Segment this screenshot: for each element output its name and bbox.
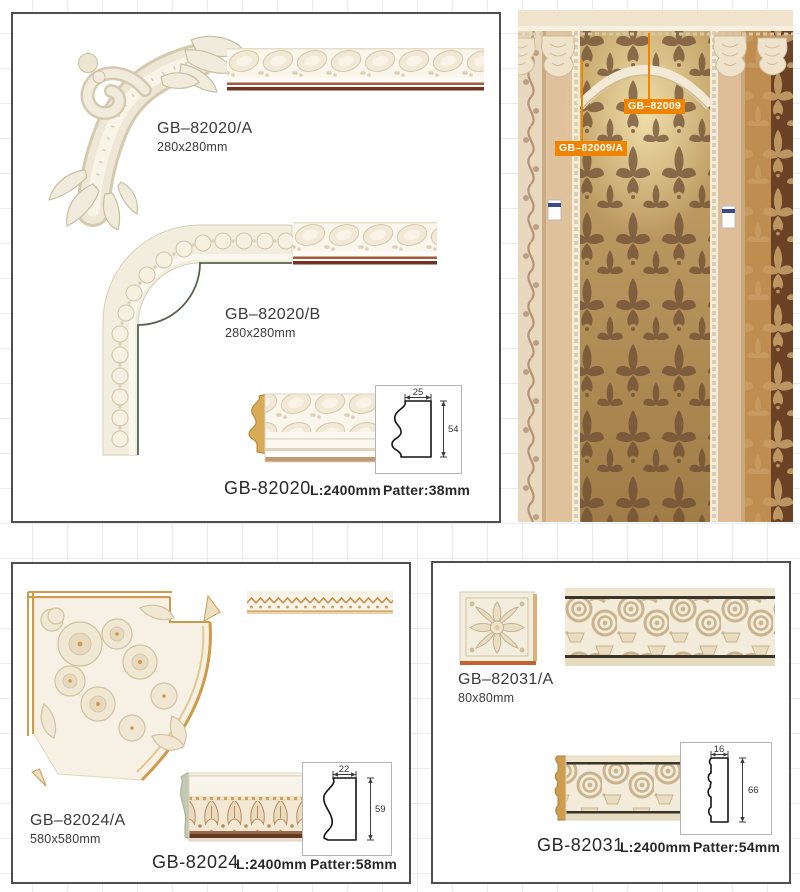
item-size: 80x80mm <box>458 691 515 706</box>
panel-gb82020 <box>11 12 501 523</box>
profile-width-label: 25 <box>412 387 424 398</box>
item-code: GB–82024/A <box>30 812 126 829</box>
panel-gb82031 <box>431 561 791 884</box>
item-size: 280x280mm <box>225 326 296 341</box>
photo-scene <box>518 10 793 522</box>
photo-gb82009 <box>518 10 793 522</box>
profile-width-label: 16 <box>713 744 725 755</box>
profile-diagram-gb82024 <box>302 762 392 856</box>
product-pattern: Patter:38mm <box>383 482 471 498</box>
molding-3d-gb82031 <box>550 750 683 827</box>
molding-3d-gb82020 <box>245 390 378 468</box>
item-code: GB–82020/B <box>225 306 321 323</box>
profile-height-label: 59 <box>375 804 386 815</box>
molding-strip-gb82020-mid <box>293 222 437 266</box>
molding-strip-gb82024-top <box>247 591 393 614</box>
panel-gb82024 <box>11 562 411 884</box>
item-size: 580x580mm <box>30 832 101 847</box>
item-label-gb82020a <box>157 120 253 155</box>
profile-height-label: 54 <box>448 424 459 435</box>
product-code: GB-82031 <box>537 835 624 855</box>
molding-3d-gb82024 <box>177 768 304 844</box>
product-length: L:2400mm <box>310 482 381 498</box>
profile-width-label: 22 <box>338 764 350 775</box>
item-label-gb82020b <box>225 306 321 341</box>
profile-height-label: 66 <box>748 785 759 796</box>
product-code: GB-82020 <box>224 478 311 498</box>
item-label-gb82024a <box>30 812 126 847</box>
callout-line-gb82009 <box>648 33 650 101</box>
tile-ornament-gb82031a <box>458 590 538 667</box>
callout-label-gb82009a: GB–82009/A <box>555 141 627 156</box>
callout-line-gb82009a <box>581 60 583 143</box>
profile-diagram-gb82031 <box>680 742 772 835</box>
product-pattern: Patter:58mm <box>310 856 398 872</box>
item-label-gb82031a <box>458 671 554 706</box>
molding-strip-gb82020-top <box>227 48 484 92</box>
item-code: GB–82031/A <box>458 671 554 688</box>
product-code: GB-82024 <box>152 852 239 872</box>
molding-strip-gb82031-top <box>565 588 775 666</box>
item-size: 280x280mm <box>157 140 228 155</box>
product-length: L:2400mm <box>620 839 691 855</box>
item-code: GB–82020/A <box>157 120 253 137</box>
product-pattern: Patter:54mm <box>693 839 781 855</box>
profile-diagram-gb82020 <box>375 385 462 474</box>
product-length: L:2400mm <box>236 856 307 872</box>
callout-label-gb82009: GB–82009 <box>624 99 685 114</box>
